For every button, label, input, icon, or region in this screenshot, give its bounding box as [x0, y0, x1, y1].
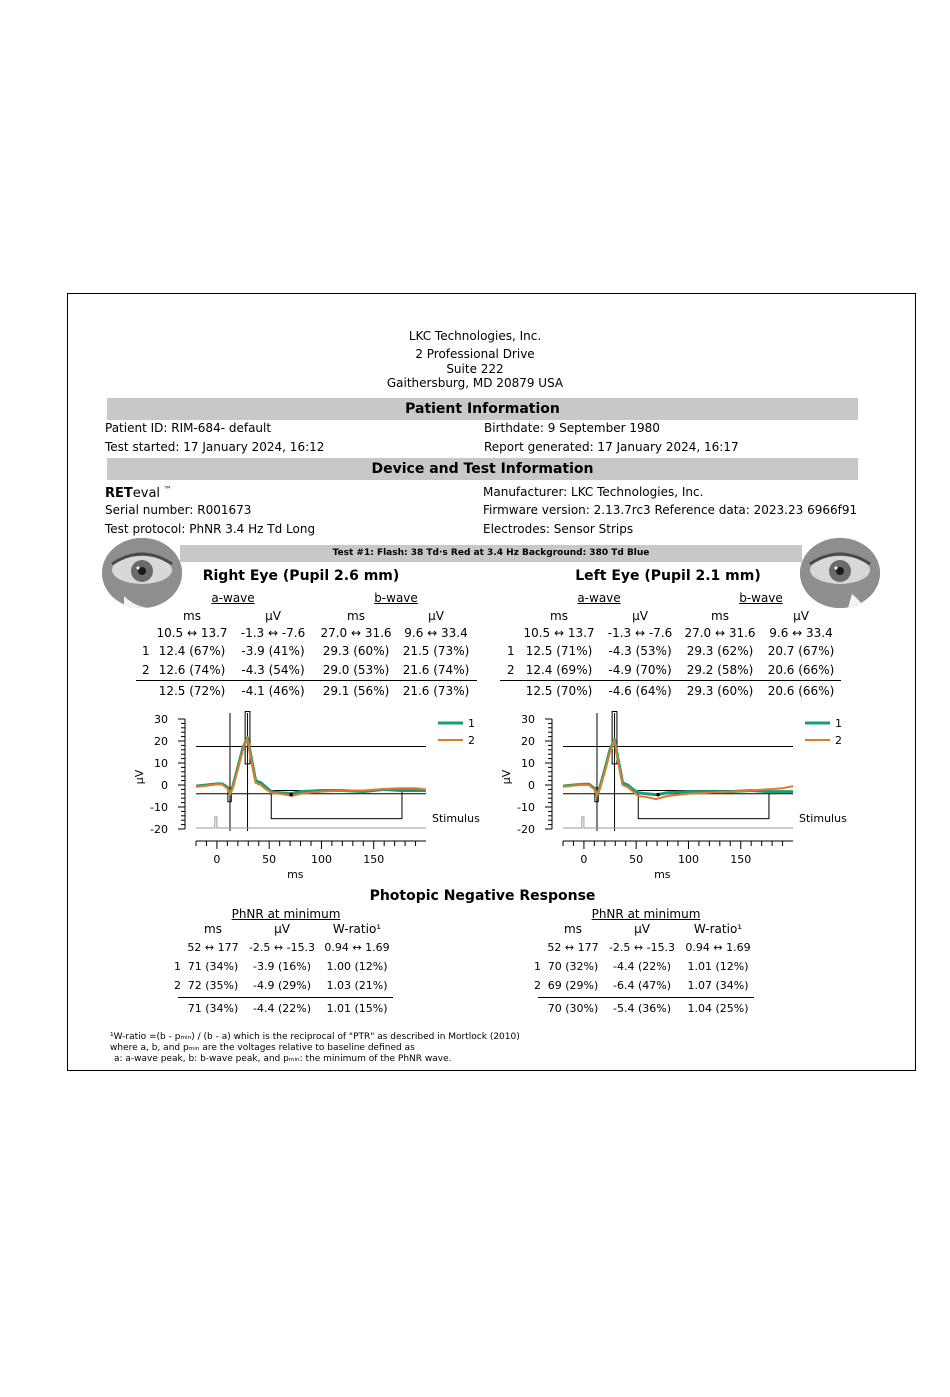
right-eye-row2-label: 2 [142, 663, 150, 677]
right-eye-phnr-row2-value: 72 (35%) [187, 979, 239, 992]
right-eye-row2-value: 12.6 (74%) [158, 663, 226, 677]
right-eye-average-value: 12.5 (72%) [158, 684, 226, 698]
left-eye-ref-range: 27.0 ↔ 31.6 [684, 626, 756, 640]
right-eye-row1-value: 29.3 (60%) [322, 644, 390, 658]
right-eye-awave-header: a-wave [211, 591, 255, 605]
left-eye-average-value: 12.5 (70%) [525, 684, 593, 698]
right-eye-phnr-row1-value: 71 (34%) [187, 960, 239, 973]
right-eye-phnr-row2-value: 1.03 (21%) [326, 979, 388, 992]
left-eye-phnr-unit: W-ratio¹ [693, 922, 743, 936]
right-eye-average-value: 21.6 (73%) [402, 684, 470, 698]
left-eye-phnr-average-value: 70 (30%) [547, 1002, 599, 1015]
y-tick-label: -20 [150, 823, 168, 836]
y-tick-label: 0 [528, 779, 535, 792]
x-tick-label: 100 [310, 853, 332, 866]
footnote-line3: a: a-wave peak, b: b-wave peak, and pₘᵢₙ: the minimum of the PhNR wave. [114, 1054, 452, 1064]
phnr-minimum-marker [289, 793, 293, 797]
right-eye-phnr-row2-label: 2 [174, 979, 181, 992]
right-eye-row2-value: 21.6 (74%) [402, 663, 470, 677]
right-eye-waveform-chart [130, 708, 490, 888]
x-tick-label: 150 [730, 853, 752, 866]
company-suite: Suite 222 [446, 362, 504, 376]
left-eye-divider [500, 680, 841, 681]
left-eye-row1-value: 20.7 (67%) [767, 644, 835, 658]
right-eye-divider [136, 680, 477, 681]
company-street: 2 Professional Drive [415, 347, 535, 361]
right-eye-phnr-row1-value: 1.00 (12%) [326, 960, 388, 973]
y-tick-label: 10 [521, 757, 535, 770]
left-eye-row2-value: 12.4 (69%) [525, 663, 593, 677]
left-eye-unit: µV [632, 609, 648, 623]
right-eye-ref-range: 27.0 ↔ 31.6 [320, 626, 392, 640]
right-eye-phnr-row1-label: 1 [174, 960, 181, 973]
legend-label-2: 2 [835, 734, 842, 747]
left-eye-phnr-average-value: -5.4 (36%) [613, 1002, 671, 1015]
y-tick-label: 30 [521, 713, 535, 726]
left-eye-phnr-row2-value: 69 (29%) [547, 979, 599, 992]
serial-number: Serial number: R001673 [105, 503, 252, 517]
left-eye-row1-value: 29.3 (62%) [686, 644, 754, 658]
left-eye-phnr-ref-range: -2.5 ↔ -15.3 [608, 941, 676, 954]
left-eye-bwave-header: b-wave [739, 591, 783, 605]
left-eye-average-value: 29.3 (60%) [686, 684, 754, 698]
y-tick-label: 0 [161, 779, 168, 792]
right-eye-row2-value: -4.3 (54%) [241, 663, 305, 677]
right-eye-average-value: 29.1 (56%) [322, 684, 390, 698]
left-eye-phnr-row1-value: 1.01 (12%) [687, 960, 749, 973]
y-axis-label: µV [133, 769, 146, 785]
right-eye-phnr-divider [178, 997, 393, 998]
right-eye-phnr-unit: µV [274, 922, 290, 936]
left-eye-unit: ms [550, 609, 568, 623]
right-eye-phnr-average-value: 1.01 (15%) [326, 1002, 388, 1015]
y-tick-label: -20 [517, 823, 535, 836]
brand-tm: ™ [163, 485, 172, 494]
footnote-line2: where a, b, and pₘᵢₙ are the voltages relative to baseline defined as [110, 1043, 415, 1053]
right-eye-phnr-unit: ms [204, 922, 222, 936]
footnote-line1: ¹W-ratio =(b - pₘᵢₙ) / (b - a) which is the reciprocal of "PTR" as described in Mortlock (2010) [110, 1032, 520, 1042]
right-eye-unit: µV [428, 609, 444, 623]
phnr-title: Photopic Negative Response [369, 888, 596, 904]
right-eye-average-value: -4.1 (46%) [241, 684, 305, 698]
patient-info-heading: Patient Information [107, 398, 858, 420]
right-eye-phnr-average-value: -4.4 (22%) [253, 1002, 311, 1015]
left-eye-phnr-average-value: 1.04 (25%) [687, 1002, 749, 1015]
right-eye-phnr-average-value: 71 (34%) [187, 1002, 239, 1015]
left-eye-phnr-heading: PhNR at minimum [591, 907, 701, 921]
right-eye-phnr-ref-range: 52 ↔ 177 [187, 941, 239, 954]
x-tick-label: 0 [580, 853, 588, 866]
y-tick-label: 30 [154, 713, 168, 726]
series-1-line [563, 740, 793, 795]
left-eye-average-value: 20.6 (66%) [767, 684, 835, 698]
x-tick-label: 50 [629, 853, 644, 866]
left-eye-phnr-row1-label: 1 [534, 960, 541, 973]
left-eye-phnr-row2-value: -6.4 (47%) [613, 979, 671, 992]
left-eye-phnr-ref-range: 0.94 ↔ 1.69 [685, 941, 751, 954]
left-eye-phnr-row1-value: -4.4 (22%) [613, 960, 671, 973]
right-eye-phnr-row2-value: -4.9 (29%) [253, 979, 311, 992]
left-eye-row2-value: 29.2 (58%) [686, 663, 754, 677]
electrodes: Electrodes: Sensor Strips [483, 522, 634, 536]
stimulus-label: Stimulus [799, 812, 847, 825]
right-eye-row2-value: 29.0 (53%) [322, 663, 390, 677]
y-tick-label: 20 [154, 735, 168, 748]
right-eye-row1-value: 21.5 (73%) [402, 644, 470, 658]
x-axis-label: ms [287, 868, 304, 881]
left-eye-ref-range: 10.5 ↔ 13.7 [523, 626, 595, 640]
right-eye-ref-range: 10.5 ↔ 13.7 [156, 626, 228, 640]
test-conditions-bar: Test #1: Flash: 38 Td·s Red at 3.4 Hz Background: 380 Td Blue [180, 545, 802, 562]
right-eye-unit: µV [265, 609, 281, 623]
y-tick-label: 20 [521, 735, 535, 748]
left-eye-row2-value: -4.9 (70%) [608, 663, 672, 677]
legend-label-1: 1 [468, 717, 475, 730]
left-eye-row2-label: 2 [507, 663, 515, 677]
x-tick-label: 0 [213, 853, 221, 866]
patient-id: Patient ID: RIM-684- default [105, 421, 272, 435]
birthdate: Birthdate: 9 September 1980 [484, 421, 660, 435]
legend-label-2: 2 [468, 734, 475, 747]
right-eye-phnr-unit: W-ratio¹ [332, 922, 382, 936]
x-tick-label: 100 [677, 853, 699, 866]
x-axis-label: ms [654, 868, 671, 881]
left-eye-unit: µV [793, 609, 809, 623]
right-eye-title: Right Eye (Pupil 2.6 mm) [202, 568, 400, 584]
right-eye-phnr-ref-range: 0.94 ↔ 1.69 [324, 941, 390, 954]
left-eye-title: Left Eye (Pupil 2.1 mm) [575, 568, 761, 584]
right-eye-row1-value: 12.4 (67%) [158, 644, 226, 658]
left-eye-row1-value: -4.3 (53%) [608, 644, 672, 658]
x-tick-label: 50 [262, 853, 277, 866]
y-tick-label: -10 [150, 801, 168, 814]
device-brand [105, 485, 172, 501]
legend-label-1: 1 [835, 717, 842, 730]
right-eye-ref-range: 9.6 ↔ 33.4 [404, 626, 468, 640]
right-eye-unit: ms [183, 609, 201, 623]
stimulus-label: Stimulus [432, 812, 480, 825]
company-city: Gaithersburg, MD 20879 USA [386, 376, 564, 390]
left-eye-phnr-divider [538, 997, 754, 998]
left-eye-phnr-row1-value: 70 (32%) [547, 960, 599, 973]
report-generated: Report generated: 17 January 2024, 16:17 [484, 440, 739, 454]
left-eye-awave-header: a-wave [577, 591, 621, 605]
right-eye-phnr-row1-value: -3.9 (16%) [253, 960, 311, 973]
brand-bold: RET [105, 486, 133, 501]
test-protocol: Test protocol: PhNR 3.4 Hz Td Long [105, 522, 316, 536]
left-eye-average-value: -4.6 (64%) [608, 684, 672, 698]
phnr-minimum-marker [656, 793, 660, 797]
right-eye-phnr-ref-range: -2.5 ↔ -15.3 [248, 941, 316, 954]
left-eye-row1-value: 12.5 (71%) [525, 644, 593, 658]
left-eye-unit: ms [711, 609, 729, 623]
right-eye-row1-label: 1 [142, 644, 150, 658]
brand-rest: eval [132, 486, 161, 501]
manufacturer: Manufacturer: LKC Technologies, Inc. [483, 485, 704, 499]
y-axis-label: µV [500, 769, 513, 785]
left-eye-phnr-row2-label: 2 [534, 979, 541, 992]
device-info-heading: Device and Test Information [107, 458, 858, 480]
left-eye-row1-label: 1 [507, 644, 515, 658]
left-eye-ref-range: -1.3 ↔ -7.6 [607, 626, 673, 640]
right-eye-phnr-heading: PhNR at minimum [231, 907, 341, 921]
left-eye-waveform-chart [497, 708, 857, 888]
company-name: LKC Technologies, Inc. [408, 329, 542, 343]
right-eye-row1-value: -3.9 (41%) [241, 644, 305, 658]
left-eye-phnr-unit: ms [564, 922, 582, 936]
left-eye-row2-value: 20.6 (66%) [767, 663, 835, 677]
right-eye-ref-range: -1.3 ↔ -7.6 [240, 626, 306, 640]
y-tick-label: 10 [154, 757, 168, 770]
left-eye-ref-range: 9.6 ↔ 33.4 [769, 626, 833, 640]
y-tick-label: -10 [517, 801, 535, 814]
left-eye-phnr-unit: µV [634, 922, 650, 936]
left-eye-phnr-ref-range: 52 ↔ 177 [547, 941, 599, 954]
right-eye-unit: ms [347, 609, 365, 623]
firmware-version: Firmware version: 2.13.7rc3 Reference data: 2023.23 6966f91 [483, 503, 858, 517]
left-eye-phnr-row2-value: 1.07 (34%) [687, 979, 749, 992]
x-tick-label: 150 [363, 853, 385, 866]
right-eye-bwave-header: b-wave [374, 591, 418, 605]
test-started: Test started: 17 January 2024, 16:12 [105, 440, 325, 454]
